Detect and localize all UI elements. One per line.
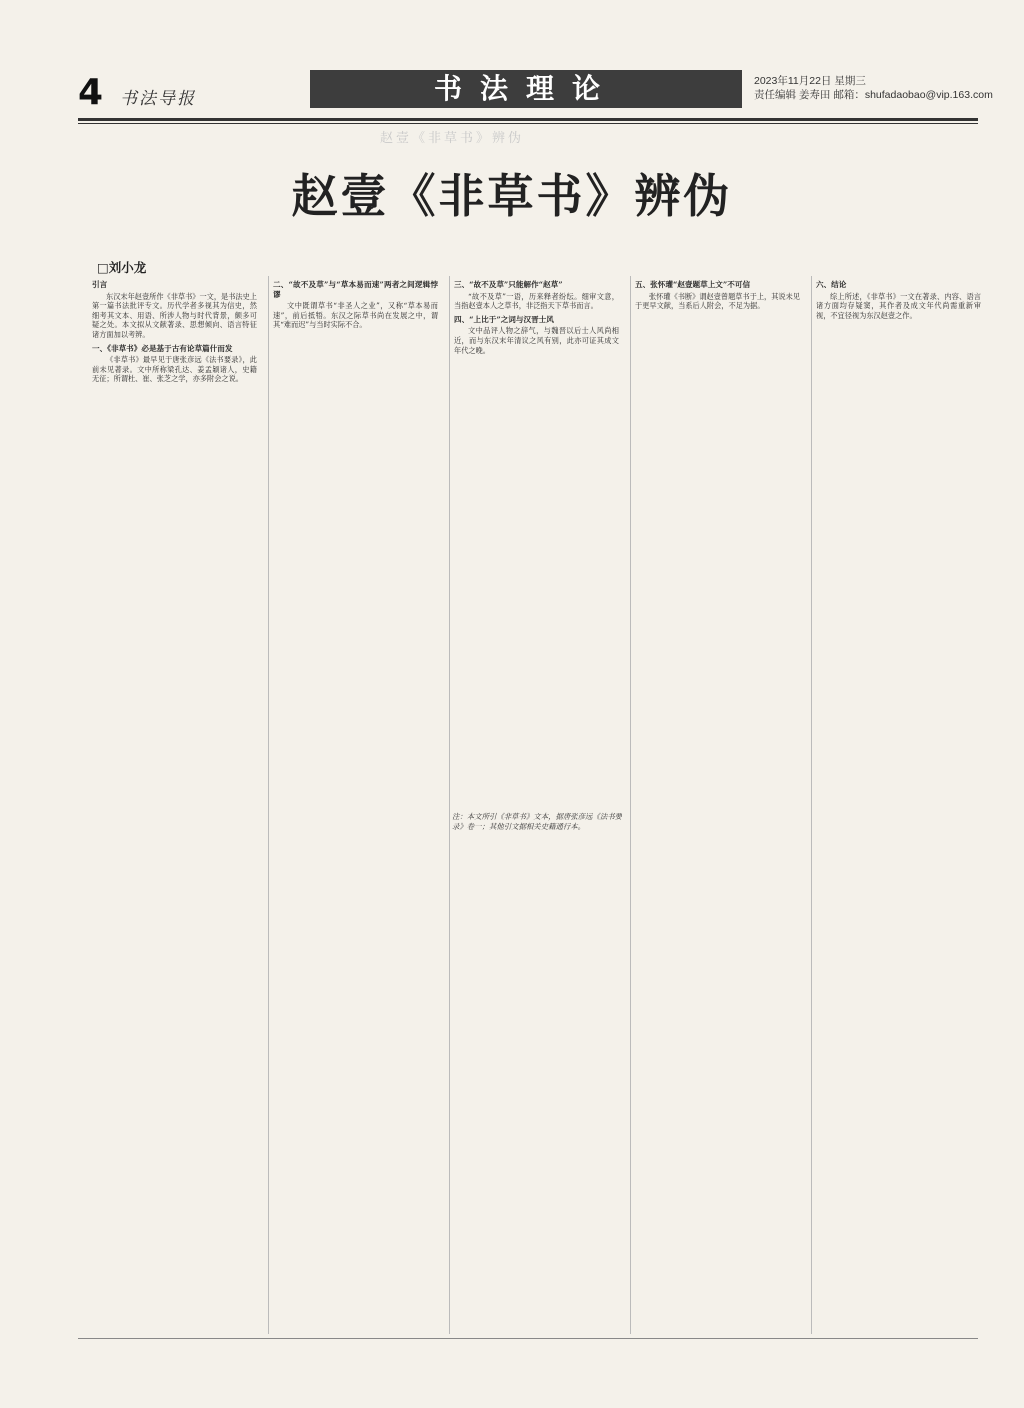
section-heading: 五、张怀瓘“赵壹题草上文”不可信 (635, 280, 751, 289)
column-divider (449, 276, 450, 1334)
header-rule (78, 118, 978, 121)
date-line: 2023年11月22日 星期三 (754, 75, 866, 87)
article-headline: 赵壹《非草书》辨伪 (291, 169, 733, 223)
section-banner (310, 70, 742, 108)
section-heading: 一、《非草书》必是基于古有论草篇什而发 (92, 343, 233, 353)
section-title: 书法理论 (433, 72, 618, 105)
column-divider (268, 276, 269, 1334)
section-heading: 四、“上比于”之词与汉晋士风 (454, 314, 554, 324)
article-note: 注：本文所引《非草书》文本，据唐张彦远《法书要录》卷一；其他引文据相关史籍通行本。 (452, 812, 622, 831)
page-number: 4 (78, 72, 104, 113)
column-3 (454, 276, 619, 1334)
show-through-text: 赵壹《非草书》辨伪 (380, 131, 525, 146)
column-5 (816, 276, 981, 1334)
footer-rule (78, 1338, 978, 1339)
section-text: 文中品评人物之辞气，与魏晋以后士人风尚相近，而与东汉末年清议之风有别，此亦可证其成文年代之晚。 (454, 326, 619, 355)
column-divider (811, 276, 812, 1334)
section-text: 综上所述，《非草书》一文在著录、内容、语言诸方面均存疑窦，其作者及成文年代尚需重新审视，不宜径视为东汉赵壹之作。 (816, 291, 981, 320)
section-text: 张怀瓘《书断》谓赵壹曾题草书于上，其说未见于更早文献，当系后人附会，不足为据。 (635, 291, 800, 311)
issue-info (754, 74, 993, 102)
section-heading: 二、“故不及草”与“草本易而速”两者之间逻辑悖谬 (273, 280, 438, 299)
column-1 (92, 276, 257, 1334)
section-text: 东汉末年赵壹所作《非草书》一文，是书法史上第一篇书法批评专文。历代学者多视其为信史，然细考其文本、用语、所涉人物与时代背景，颇多可疑之处。本文拟从文献著录、思想倾向、语言特征诸方面加以考辨。 (92, 291, 257, 339)
masthead (78, 64, 993, 116)
section-text: 《非草书》最早见于唐张彦远《法书要录》，此前未见著录。文中所称梁孔达、姜孟颖诸人，史籍无征；所谓杜、崔、张芝之学，亦多附会之说。 (92, 355, 257, 384)
section-text: 文中既谓草书“非圣人之业”，又称“草本易而速”，前后抵牾。东汉之际草书尚在发展之中，谓其“难而迟”与当时实际不合。 (273, 301, 438, 330)
header-rule-thin (78, 123, 978, 124)
editor-line: 责任编辑 姜寿田 邮箱：shufadaobao@vip.163.com (754, 89, 993, 101)
paper-logo: 书法导报 (120, 89, 196, 109)
article-body (92, 276, 982, 1334)
section-heading: 引言 (92, 280, 108, 289)
section-text: “故不及草”一语，历来释者纷纭。细审文意，当指赵壹本人之草书，非泛指天下草书而言。 (454, 291, 619, 311)
column-4 (635, 276, 800, 1334)
column-2 (273, 276, 438, 1334)
section-heading: 三、“故不及草”只能解作“赵草” (454, 280, 563, 289)
section-heading: 六、结论 (816, 280, 847, 289)
column-divider (630, 276, 631, 1334)
author-byline: □刘小龙 (97, 260, 147, 275)
